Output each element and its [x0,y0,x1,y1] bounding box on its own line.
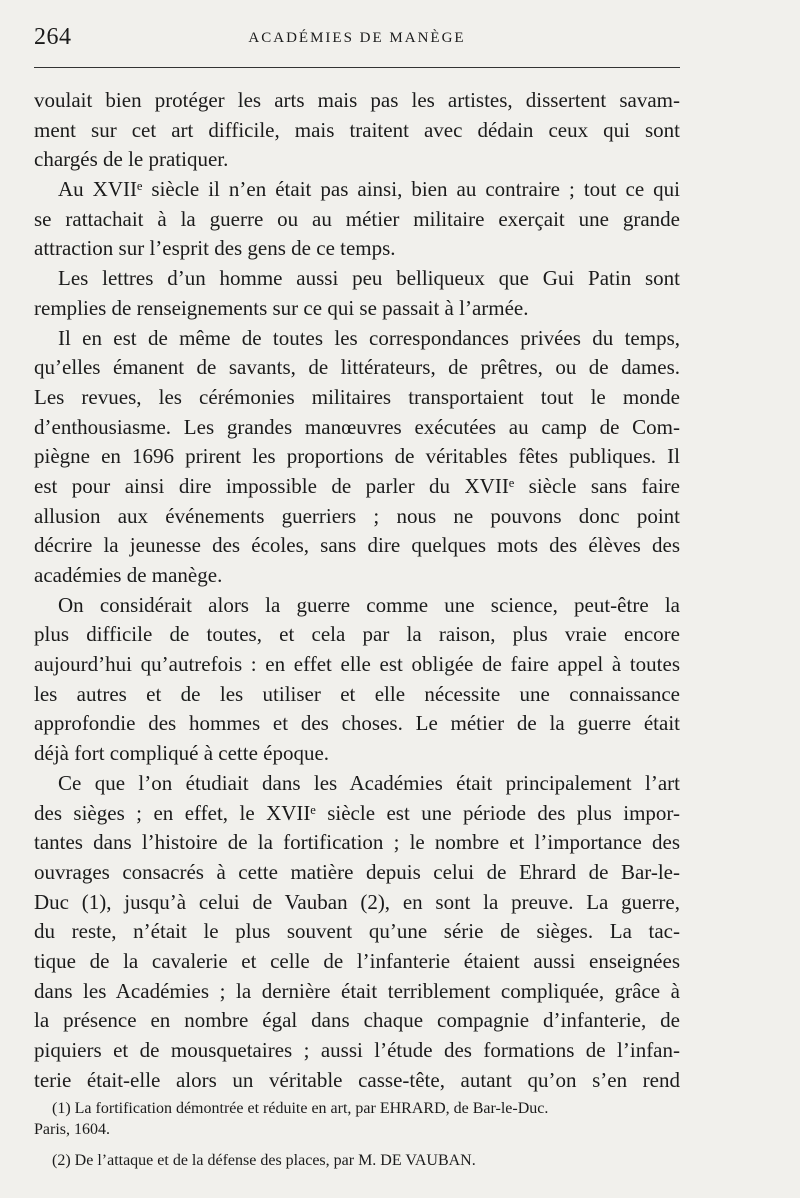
text-line: décrire la jeunesse des écoles, sans dire quelques mots des élèves des [34,533,680,558]
text-line: se rattachait à la guerre ou au métier militaire exerçait une grande [34,206,680,231]
footnote-line: Paris, 1604. [34,1121,110,1138]
text-line: piquiers et de mousquetaires ; aussi l’étude des formations de l’infan- [34,1038,680,1062]
text-line: piègne en 1696 prirent les proportions de véritables fêtes publiques. Il [34,444,680,469]
text-line: Il en est de même de toutes les correspondances privées du temps, [58,325,680,350]
body-text [34,86,680,1095]
page-number: 264 [34,24,72,50]
text-line: terie était-elle alors un véritable casse-tête, autant qu’on s’en rend [34,1067,680,1092]
text-line: remplies de renseignements sur ce qui se passait à l’armée. [34,295,529,320]
footnotes [34,1098,680,1171]
text-line: chargés de le pratiquer. [34,147,229,172]
text-line: approfondie des hommes et des choses. Le métier de la guerre était [34,711,680,736]
text-line: On considérait alors la guerre comme une science, peut-être la [58,592,680,617]
page-header [34,24,680,56]
text-line: Ce que l’on étudiait dans les Académies était principalement l’art [58,770,680,795]
text-line: des sièges ; en effet, le XVIIᵉ siècle est une période des plus impor- [34,800,680,825]
text-line: les autres et de les utiliser et elle nécessite une connaissance [34,681,680,706]
text-line: la présence en nombre égal dans chaque compagnie d’infanterie, de [34,1008,680,1033]
text-line: plus difficile de toutes, et cela par la raison, plus vraie encore [34,622,680,647]
text-line: allusion aux événements guerriers ; nous ne pouvons donc point [34,503,680,528]
text-line: qu’elles émanent de savants, de littérateurs, de prêtres, ou de dames. [34,355,680,380]
text-line: tantes dans l’histoire de la fortification ; le nombre et l’importance des [34,830,680,855]
text-line: Au XVIIᵉ siècle il n’en était pas ainsi, bien au contraire ; tout ce qui [58,177,680,202]
text-line: dans les Académies ; la dernière était terriblement compliquée, grâce à [34,978,680,1003]
text-line: du reste, n’était le plus souvent qu’une série de sièges. La tac- [34,919,680,944]
text-line: d’enthousiasme. Les grandes manœuvres exécutées au camp de Com- [34,414,680,439]
header-rule [34,67,680,68]
text-line: ouvrages consacrés à cette matière depuis celui de Ehrard de Bar-le- [34,859,680,884]
text-line: tique de la cavalerie et celle de l’infanterie étaient aussi enseignées [34,948,680,973]
text-line: est pour ainsi dire impossible de parler du XVIIᵉ siècle sans faire [34,473,680,498]
text-line: attraction sur l’esprit des gens de ce temps. [34,236,396,261]
text-line: Les revues, les cérémonies militaires transportaient tout le monde [34,384,680,409]
text-line: déjà fort compliqué à cette époque. [34,741,330,766]
text-line: Duc (1), jusqu’à celui de Vauban (2), en sont la preuve. La guerre, [34,889,680,914]
footnote-line: (2) De l’attaque et de la défense des places, par M. DE VAUBAN. [52,1152,476,1169]
text-line: aujourd’hui qu’autrefois : en effet elle est obligée de faire appel à toutes [34,652,680,677]
running-title: ACADÉMIES DE MANÈGE [248,30,466,46]
text-line: académies de manège. [34,563,223,587]
text-line: ment sur cet art difficile, mais traitent avec dédain ceux qui sont [34,117,680,142]
text-line: Les lettres d’un homme aussi peu belliqueux que Gui Patin sont [58,266,680,291]
footnote-line: (1) La fortification démontrée et réduite en art, par EHRARD, de Bar-le-Duc. [52,1100,549,1117]
text-line: voulait bien protéger les arts mais pas les artistes, dissertent savam- [34,88,680,112]
